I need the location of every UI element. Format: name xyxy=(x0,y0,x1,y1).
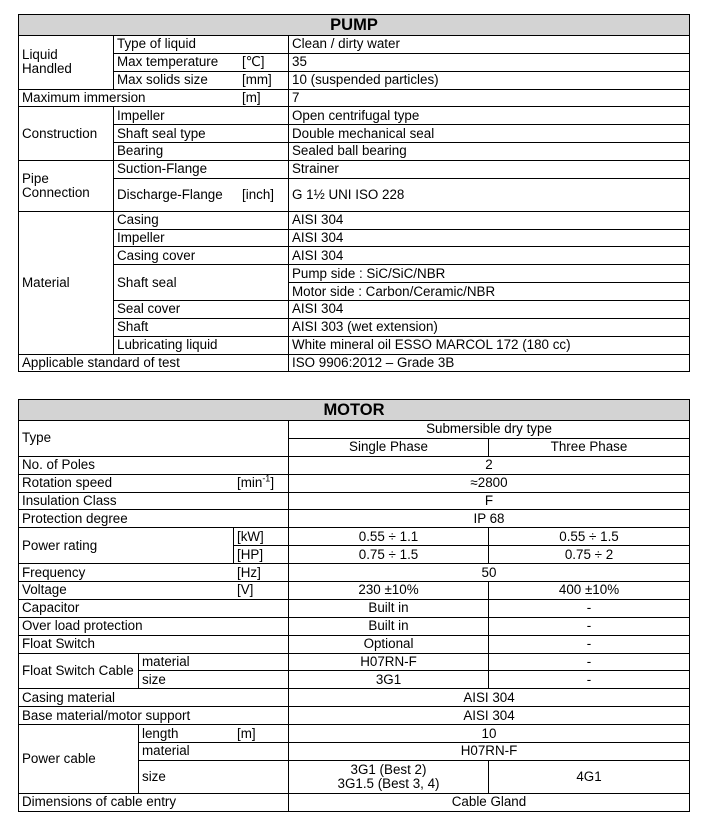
pc-size-label: size xyxy=(139,760,289,793)
max-temperature-label: Max temperature xyxy=(114,53,239,71)
overload-protection-label: Over load protection xyxy=(19,617,289,635)
power-rating-label: Power rating xyxy=(19,528,234,564)
max-temperature-value: 35 xyxy=(289,53,690,71)
protection-degree-label: Protection degree xyxy=(19,510,289,528)
shaft-seal-label: Shaft seal xyxy=(114,265,289,301)
pump-spec-table xyxy=(18,14,690,372)
capacitor-label: Capacitor xyxy=(19,599,289,617)
rotation-speed-label: Rotation speed xyxy=(19,474,234,492)
protection-degree-value: IP 68 xyxy=(289,510,690,528)
fsc-material-three: - xyxy=(489,653,690,671)
casing-material-label: Casing material xyxy=(19,689,289,707)
cable-entry-value: Cable Gland xyxy=(289,793,690,811)
suction-flange-label: Suction-Flange xyxy=(114,160,289,178)
rotation-speed-value: ≈2800 xyxy=(289,474,690,492)
type-of-liquid-value: Clean / dirty water xyxy=(289,36,690,54)
capacitor-three: - xyxy=(489,599,690,617)
pc-length-value: 10 xyxy=(289,725,690,743)
power-cable-label: Power cable xyxy=(19,725,139,794)
voltage-unit: [V] xyxy=(234,582,289,600)
poles-value: 2 xyxy=(289,456,690,474)
motor-type-value: Submersible dry type xyxy=(289,421,690,439)
pipe-connection-label: Pipe Connection xyxy=(19,160,114,211)
frequency-value: 50 xyxy=(289,564,690,582)
fsc-size-three: - xyxy=(489,671,690,689)
shaft-value: AISI 303 (wet extension) xyxy=(289,318,690,336)
pc-material-label: material xyxy=(139,743,289,761)
seal-cover-label: Seal cover xyxy=(114,300,289,318)
applicable-standard-value: ISO 9906:2012 – Grade 3B xyxy=(289,354,690,372)
poles-label: No. of Poles xyxy=(19,456,289,474)
material-impeller-label: Impeller xyxy=(114,229,289,247)
fsc-material-label: material xyxy=(139,653,289,671)
base-material-value: AISI 304 xyxy=(289,707,690,725)
three-phase-header: Three Phase xyxy=(489,438,690,456)
power-kw-three: 0.55 ÷ 1.5 xyxy=(489,528,690,546)
discharge-flange-unit: [inch] xyxy=(239,178,289,211)
max-temperature-unit: [℃] xyxy=(239,53,289,71)
casing-value: AISI 304 xyxy=(289,211,690,229)
float-switch-single: Optional xyxy=(289,635,489,653)
motor-spec-table xyxy=(18,399,690,812)
max-solids-unit: [mm] xyxy=(239,71,289,89)
applicable-standard-label: Applicable standard of test xyxy=(19,354,289,372)
lubricating-liquid-label: Lubricating liquid xyxy=(114,336,289,354)
shaft-seal-type-label: Shaft seal type xyxy=(114,125,289,143)
max-immersion-value: 7 xyxy=(289,89,690,107)
casing-cover-value: AISI 304 xyxy=(289,247,690,265)
pc-size-three: 4G1 xyxy=(489,760,690,793)
suction-flange-value: Strainer xyxy=(289,160,690,178)
voltage-three: 400 ±10% xyxy=(489,582,690,600)
single-phase-header: Single Phase xyxy=(289,438,489,456)
fsc-material-single: H07RN-F xyxy=(289,653,489,671)
frequency-unit: [Hz] xyxy=(234,564,289,582)
bearing-value: Sealed ball bearing xyxy=(289,143,690,161)
pc-size-single: 3G1 (Best 2) 3G1.5 (Best 3, 4) xyxy=(289,760,489,793)
overload-protection-three: - xyxy=(489,617,690,635)
type-of-liquid-label: Type of liquid xyxy=(114,36,289,54)
impeller-label: Impeller xyxy=(114,107,289,125)
impeller-value: Open centrifugal type xyxy=(289,107,690,125)
discharge-flange-label: Discharge-Flange xyxy=(114,178,239,211)
shaft-seal-motor-side: Motor side : Carbon/Ceramic/NBR xyxy=(289,283,690,301)
float-switch-label: Float Switch xyxy=(19,635,289,653)
casing-label: Casing xyxy=(114,211,289,229)
power-hp-unit: [HP] xyxy=(234,546,289,564)
float-switch-three: - xyxy=(489,635,690,653)
power-kw-single: 0.55 ÷ 1.1 xyxy=(289,528,489,546)
rotation-speed-unit: $[\min^{-1}]$ xyxy=(234,474,289,492)
power-hp-three: 0.75 ÷ 2 xyxy=(489,546,690,564)
motor-type-label: Type xyxy=(19,421,289,457)
capacitor-single: Built in xyxy=(289,599,489,617)
casing-material-value: AISI 304 xyxy=(289,689,690,707)
frequency-label: Frequency xyxy=(19,564,234,582)
material-label: Material xyxy=(19,211,114,354)
casing-cover-label: Casing cover xyxy=(114,247,289,265)
insulation-class-value: F xyxy=(289,492,690,510)
liquid-handled-label: Liquid Handled xyxy=(19,36,114,90)
cable-entry-label: Dimensions of cable entry xyxy=(19,793,289,811)
seal-cover-value: AISI 304 xyxy=(289,300,690,318)
base-material-label: Base material/motor support xyxy=(19,707,289,725)
power-hp-single: 0.75 ÷ 1.5 xyxy=(289,546,489,564)
fsc-size-single: 3G1 xyxy=(289,671,489,689)
construction-label: Construction xyxy=(19,107,114,161)
max-immersion-label: Maximum immersion xyxy=(19,89,239,107)
shaft-seal-pump-side: Pump side : SiC/SiC/NBR xyxy=(289,265,690,283)
shaft-seal-type-value: Double mechanical seal xyxy=(289,125,690,143)
discharge-flange-value: G 1½ UNI ISO 228 xyxy=(289,178,690,211)
float-switch-cable-label: Float Switch Cable xyxy=(19,653,139,689)
pc-material-value: H07RN-F xyxy=(289,743,690,761)
pump-title: PUMP xyxy=(19,15,690,36)
pc-length-label: length xyxy=(139,725,234,743)
voltage-label: Voltage xyxy=(19,582,234,600)
voltage-single: 230 ±10% xyxy=(289,582,489,600)
pc-length-unit: [m] xyxy=(234,725,289,743)
material-impeller-value: AISI 304 xyxy=(289,229,690,247)
lubricating-liquid-value: White mineral oil ESSO MARCOL 172 (180 cc) xyxy=(289,336,690,354)
max-immersion-unit: [m] xyxy=(239,89,289,107)
motor-title: MOTOR xyxy=(19,400,690,421)
bearing-label: Bearing xyxy=(114,143,289,161)
power-kw-unit: [kW] xyxy=(234,528,289,546)
overload-protection-single: Built in xyxy=(289,617,489,635)
shaft-label: Shaft xyxy=(114,318,289,336)
insulation-class-label: Insulation Class xyxy=(19,492,289,510)
max-solids-value: 10 (suspended particles) xyxy=(289,71,690,89)
max-solids-label: Max solids size xyxy=(114,71,239,89)
fsc-size-label: size xyxy=(139,671,289,689)
